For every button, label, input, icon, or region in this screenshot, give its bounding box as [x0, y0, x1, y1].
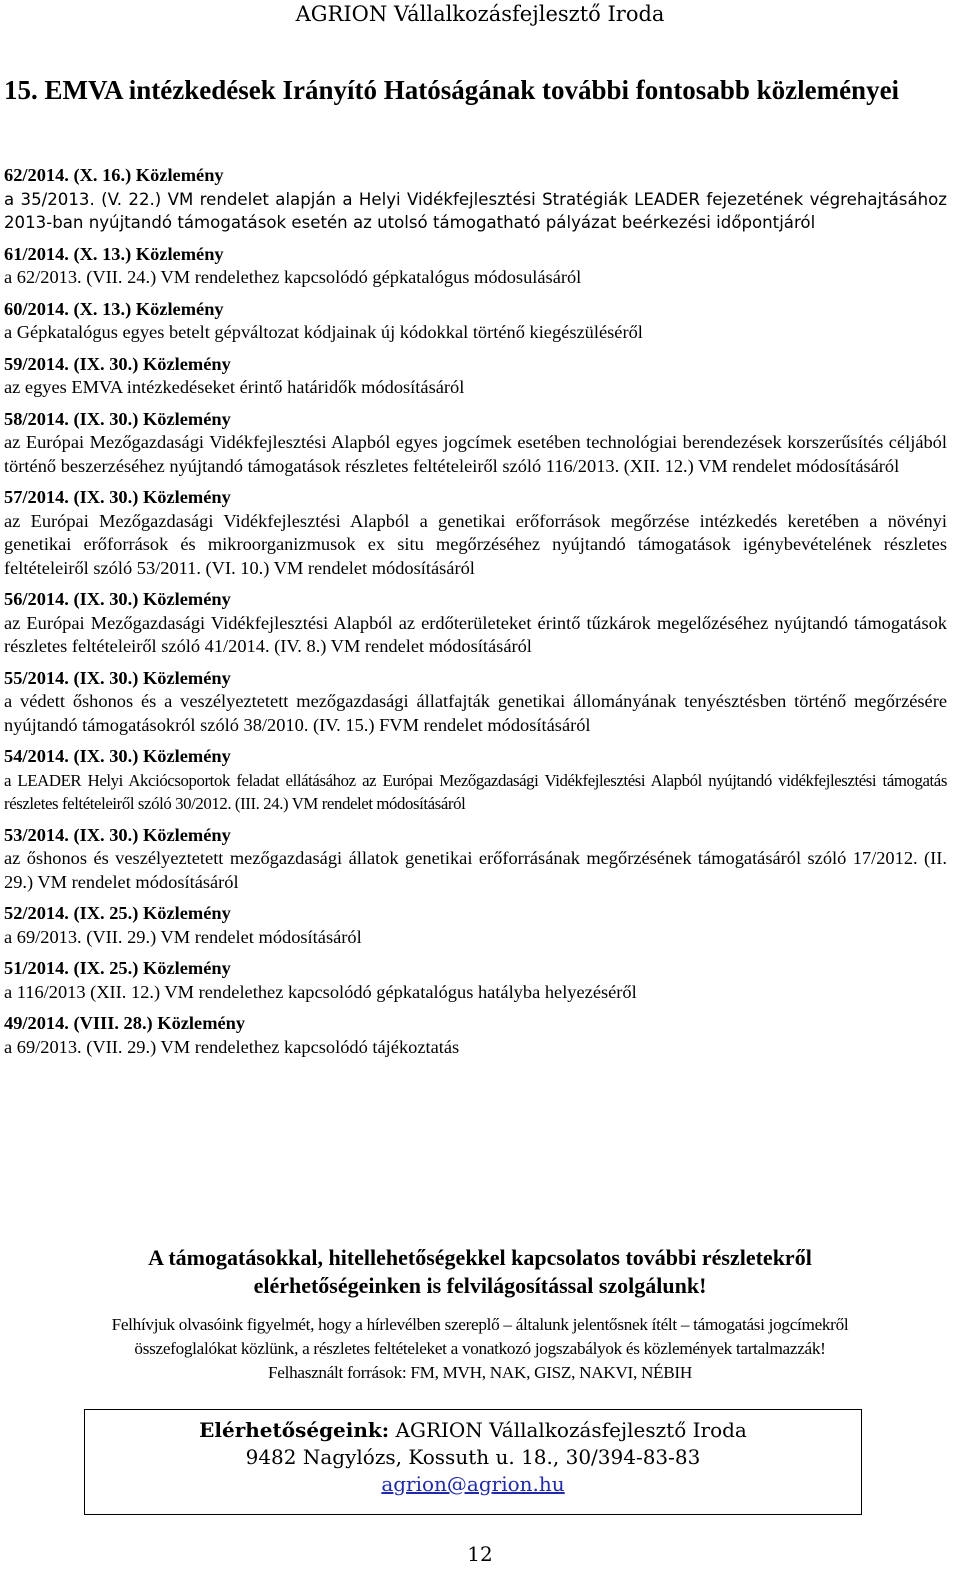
- announcement-description: a 62/2013. (VII. 24.) VM rendelethez kapcsolódó gépkatalógus módosulásáról: [4, 267, 582, 287]
- announcement-description: az Európai Mezőgazdasági Vidékfejlesztési Alapból egyes jogcímek esetében technológiai berendezések korszerűsítés céljából történő beszerzéséhez nyújtandó támogatások részletes feltételeiről szóló 116/2013. (XII. 12.) VM rendelet módosításáról: [4, 432, 947, 476]
- contact-email-link[interactable]: agrion@agrion.hu: [381, 1472, 565, 1496]
- announcement-item: [4, 902, 947, 949]
- announcement-title: 61/2014. (X. 13.) Közlemény: [4, 243, 224, 264]
- announcement-description: a LEADER Helyi Akciócsoportok feladat ellátásához az Európai Mezőgazdasági Vidékfejlesztési Alapból nyújtandó vidékfejlesztési támogatás részletes feltételeiről szóló 30/2012. (III. 24.) VM rendelet módosításáról: [4, 770, 947, 813]
- announcement-item: [4, 1012, 947, 1059]
- announcement-title: 54/2014. (IX. 30.) Közlemény: [4, 746, 231, 766]
- announcement-description: a védett őshonos és a veszélyeztetett mezőgazdasági állatfajták genetikai állományának tenyésztésben történő megőrzésére nyújtandó támogatásokról szóló 38/2010. (IV. 15.) FVM rendelet módosításáról: [4, 691, 947, 735]
- callout-line: elérhetőségeinken is felvilágosítással szolgálunk!: [253, 1273, 707, 1298]
- announcement-item: [4, 667, 947, 738]
- callout-line: A támogatásokkal, hitellehetőségekkel kapcsolatos további részletekről: [148, 1245, 812, 1270]
- announcement-title: 52/2014. (IX. 25.) Közlemény: [4, 903, 231, 923]
- announcement-item: [4, 164, 947, 235]
- announcement-description: az egyes EMVA intézkedéseket érintő határidők módosításáról: [4, 377, 465, 397]
- disclaimer-line: összefoglalókat közlünk, a részletes feltételeket a vonatkozó jogszabályok és közlemények tartalmazzák!: [134, 1339, 826, 1358]
- announcement-title: 60/2014. (X. 13.) Közlemény: [4, 298, 224, 319]
- section-title: 15. EMVA intézkedések Irányító Hatóságának további fontosabb közleményei: [4, 75, 900, 105]
- announcement-item: [4, 824, 947, 895]
- announcement-title: 57/2014. (IX. 30.) Közlemény: [4, 487, 231, 507]
- announcement-title: 53/2014. (IX. 30.) Közlemény: [4, 824, 231, 845]
- announcement-description: a Gépkatalógus egyes betelt gépváltozat kódjainak új kódokkal történő kiegészüléséről: [4, 322, 643, 342]
- contact-label: Elérhetőségeink:: [199, 1418, 390, 1442]
- announcement-list: [4, 164, 947, 1067]
- announcement-item: [4, 243, 947, 290]
- announcement-description: az őshonos és veszélyeztetett mezőgazdasági állatok genetikai erőforrásának megőrzésének támogatásáról szóló 17/2012. (II. 29.) VM rendelet módosításáról: [4, 848, 947, 892]
- announcement-title: 55/2014. (IX. 30.) Közlemény: [4, 667, 231, 688]
- sources-line: Felhasznált források: FM, MVH, NAK, GISZ, NAKVI, NÉBIH: [268, 1363, 692, 1382]
- announcement-item: [4, 486, 947, 580]
- contact-org-line: [85, 1417, 861, 1444]
- announcement-title: 62/2014. (X. 16.) Közlemény: [4, 165, 224, 185]
- disclaimer-line: Felhívjuk olvasóink figyelmét, hogy a hírlevélben szereplő – általunk jelentősnek ítélt – támogatási jogcímekről: [111, 1315, 849, 1334]
- announcement-description: az Európai Mezőgazdasági Vidékfejlesztési Alapból az erdőterületeket érintő tűzkárok megelőzéséhez nyújtandó támogatások részletes feltételeiről szóló 41/2014. (IV. 8.) VM rendelet módosításáról: [4, 612, 947, 656]
- contact-organization: AGRION Vállalkozásfejlesztő Iroda: [395, 1418, 747, 1442]
- announcement-item: [4, 298, 947, 345]
- announcement-item: [4, 408, 947, 479]
- announcement-item: [4, 353, 947, 400]
- announcement-description: a 116/2013 (XII. 12.) VM rendelethez kapcsolódó gépkatalógus hatályba helyezéséről: [4, 981, 637, 1002]
- announcement-description: a 69/2013. (VII. 29.) VM rendelethez kapcsolódó tájékoztatás: [4, 1036, 460, 1057]
- contact-box: [84, 1409, 862, 1515]
- disclaimer: [40, 1313, 920, 1385]
- running-header: AGRION Vállalkozásfejlesztő Iroda: [295, 2, 665, 26]
- announcement-description: a 69/2013. (VII. 29.) VM rendelet módosításáról: [4, 926, 362, 947]
- contact-address: 9482 Nagylózs, Kossuth u. 18., 30/394-83-83: [245, 1445, 701, 1469]
- announcement-item: [4, 745, 947, 816]
- page-number: 12: [467, 1542, 493, 1566]
- announcement-description: az Európai Mezőgazdasági Vidékfejlesztési Alapból a genetikai erőforrások megőrzése intézkedés keretében a növényi genetikai erőforrások és mikroorganizmusok ex situ megőrzéséhez nyújtandó támogatások igénybevételének részletes feltételeiről szóló 53/2011. (VI. 10.) VM rendelet módosításáról: [4, 510, 947, 578]
- announcement-title: 49/2014. (VIII. 28.) Közlemény: [4, 1013, 246, 1033]
- announcement-item: [4, 957, 947, 1004]
- announcement-item: [4, 588, 947, 659]
- announcement-description: a 35/2013. (V. 22.) VM rendelet alapján a Helyi Vidékfejlesztési Stratégiák LEADER fejezetének végrehajtásához 2013-ban nyújtandó támogatások esetén az utolsó támogatható pályázat beérkezési időpontjáról: [4, 189, 947, 232]
- announcement-title: 56/2014. (IX. 30.) Közlemény: [4, 589, 231, 609]
- info-callout: [0, 1244, 960, 1300]
- announcement-title: 51/2014. (IX. 25.) Közlemény: [4, 958, 231, 978]
- announcement-title: 59/2014. (IX. 30.) Közlemény: [4, 353, 231, 374]
- announcement-title: 58/2014. (IX. 30.) Közlemény: [4, 408, 231, 429]
